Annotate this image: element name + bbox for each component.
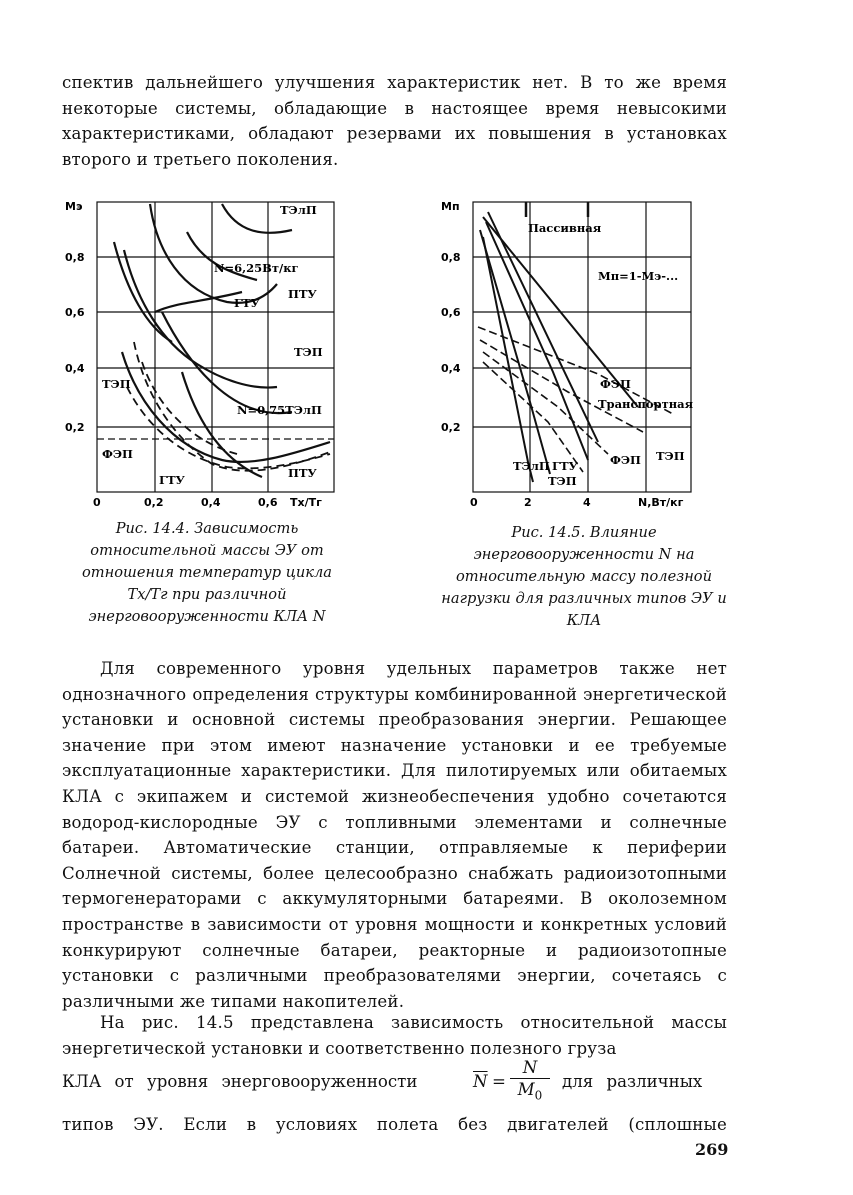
fig1-curve-label: ПТУ	[288, 466, 317, 480]
formula-paragraph	[62, 1010, 727, 1061]
last-line	[62, 1112, 727, 1138]
formula-numerator: N	[510, 1058, 550, 1079]
fig1-curve-label: ТЭП	[294, 345, 323, 359]
fig1-curve-label: ПТУ	[288, 287, 317, 301]
fig2-curve-label: ТЭП	[548, 474, 577, 488]
fig2-x-tick: 4	[583, 496, 591, 509]
fig2-x-axis-label: N,Вт/кг	[638, 496, 684, 509]
fig2-curve-label: Транспортная	[598, 397, 694, 411]
fig1-curve-label: N=0,75ТЭлП	[237, 403, 322, 417]
figure-14-4	[62, 192, 352, 517]
formula-lhs: $\overline{N}$	[473, 1072, 488, 1091]
fig1-dashed-curve-c	[142, 362, 237, 454]
fig1-caption: Рис. 14.4. Зависимость относительной массы ЭУ от отношения температур цикла Tх/Tг при различной энерговооруженности КЛА N	[81, 520, 333, 625]
fig2-x-tick: 0	[470, 496, 478, 509]
fig1-curve-label: ГТУ	[159, 473, 185, 487]
top-paragraph	[62, 70, 727, 172]
fig1-x-tick: 0,4	[201, 496, 221, 509]
fig2-curve-label: ТЭлП	[513, 459, 550, 473]
fig1-curve-label: ТЭлП	[280, 203, 317, 217]
formula-paragraph-text: На рис. 14.5 представлена зависимость относительной массы энергетической установки и соответственно полезного груза	[62, 1013, 727, 1058]
fig2-caption: Рис. 14.5. Влияние энерговооруженности N на относительную массу полезной нагрузки для различных типов ЭУ и КЛА	[441, 524, 727, 629]
fig2-x-tick: 2	[524, 496, 532, 509]
fig2-curve-label: Пассивная	[528, 221, 602, 235]
fig1-x-tick: 0,2	[144, 496, 164, 509]
fig1-curve-n075	[162, 312, 292, 413]
formula-eq: =	[492, 1072, 506, 1091]
figure-14-4-chart	[62, 192, 352, 517]
formula-after: для различных	[562, 1072, 703, 1091]
fig1-y-tick: 0,8	[65, 251, 85, 264]
fig2-curve-label: ФЭП	[600, 377, 631, 391]
fig1-curve-n625	[150, 204, 277, 303]
last-line-text: типов ЭУ. Если в условиях полета без двигателей (сплошные	[62, 1115, 727, 1134]
fig1-curve-label: ТЭП	[102, 377, 131, 391]
fig2-curve-label: ГТУ	[552, 459, 578, 473]
formula-fraction	[510, 1058, 550, 1106]
fig1-curve-label: N=6,25Вт/кг	[214, 261, 299, 275]
fig2-curve-label: ТЭП	[656, 449, 685, 463]
fig2-y-axis-label: Mп	[441, 200, 460, 213]
fig2-y-tick: 0,4	[441, 362, 461, 375]
fig1-y-axis-label: Mэ	[65, 200, 83, 213]
figure-14-5	[438, 192, 728, 517]
figure-14-5-chart	[438, 192, 728, 517]
formula-denominator: M	[517, 1080, 535, 1099]
fig2-line-e	[488, 212, 598, 442]
fig1-y-tick: 0,4	[65, 362, 85, 375]
formula-before: КЛА от уровня энерговооруженности	[62, 1072, 418, 1091]
fig2-y-tick: 0,6	[441, 306, 461, 319]
fig1-x-axis-label: Tх/Tг	[290, 496, 322, 509]
fig1-curve-label: ФЭП	[102, 447, 133, 461]
fig2-curve-label: ФЭП	[610, 453, 641, 467]
body-paragraph	[62, 656, 727, 1014]
fig2-y-tick: 0,8	[441, 251, 461, 264]
fig2-line-d	[483, 237, 533, 482]
formula-denominator-sub: 0	[534, 1088, 543, 1103]
top-paragraph-text: спектив дальнейшего улучшения характеристик нет. В то же время некоторые системы, обладающие в настоящее время невысокими характеристиками, обладают резервами их повышения в установках второго и третьего поколения.	[62, 73, 727, 169]
fig1-x-tick: 0,6	[258, 496, 278, 509]
page-number: 269	[695, 1140, 729, 1159]
fig1-x-tick: 0	[93, 496, 101, 509]
fig1-y-tick: 0,6	[65, 306, 85, 319]
fig2-curve-label: Mп=1-Mэ-...	[598, 269, 679, 283]
body-paragraph-text: Для современного уровня удельных параметров также нет однозначного определения структуры комбинированной энергетической установки и основной системы преобразования энергии. Решающее значение при этом имеют назначение установки и ее требуемые эксплуатационные характеристики. Для пилотируемых или обитаемых КЛА с экипажем и системой жизнеобеспечения удобно сочетаются водород-кислородные ЭУ с топливными элементами и солнечные батареи. Автоматические станции, отправляемые к периферии Солнечной системы, более целесообразно снабжать радиоизотопными термогенераторами с аккумуляторными батареями. В околоземном пространстве в зависимости от уровня мощности и конкретных условий конкурируют солнечные батареи, реакторные и радиоизотопные установки с различными преобразователями энергии, сочетаясь с различными же типами накопителей.	[62, 659, 727, 1011]
fig1-y-tick: 0,2	[65, 421, 85, 434]
fig2-y-tick: 0,2	[441, 421, 461, 434]
fig1-curve-label: ГТУ	[234, 296, 260, 310]
formula-line	[62, 1058, 727, 1118]
